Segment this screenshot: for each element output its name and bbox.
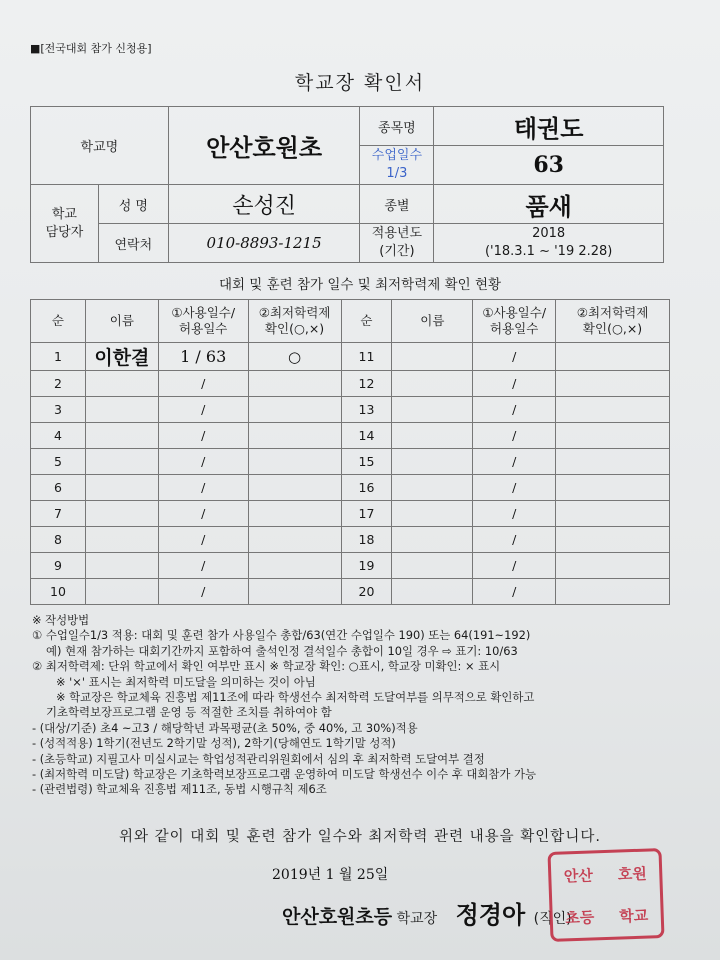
- days-used: /: [473, 475, 556, 501]
- roster-table: [30, 299, 670, 605]
- days-used: /: [473, 579, 556, 605]
- header-num: 순: [341, 300, 392, 343]
- min-achievement-mark: [248, 579, 341, 605]
- bullet-grades: - (성적적용) 1학기(전년도 2학기말 성적), 2학기(당해연도 1학기말 성적): [32, 736, 396, 751]
- header-name: 이름: [85, 300, 158, 343]
- manager-label-line-1: 학교: [51, 206, 77, 222]
- days-used: /: [158, 423, 248, 449]
- table-row: [31, 553, 670, 579]
- student-name: [392, 475, 473, 501]
- category-value: 품새: [434, 185, 664, 224]
- table-row: [31, 579, 670, 605]
- school-value: 안산호원초: [168, 107, 360, 185]
- school-stamp-name: 안산호원초등: [282, 906, 393, 928]
- days-used: /: [158, 449, 248, 475]
- min-achievement-mark: [556, 527, 670, 553]
- min-achievement-mark: [248, 371, 341, 397]
- header-min-line-2: 확인(○,×): [264, 321, 325, 336]
- header-num: 순: [31, 300, 86, 343]
- min-achievement-mark: [248, 449, 341, 475]
- note-1a: ① 수업일수1/3 적용: 대회 및 훈련 참가 사용일수 총합/63(연간 수업일수 190) 또는 64(191~192): [32, 628, 531, 643]
- days-used: /: [473, 397, 556, 423]
- period-value: [434, 224, 664, 263]
- row-number: 3: [31, 397, 86, 423]
- table-row: [31, 501, 670, 527]
- confirmation-text: 위와 같이 대회 및 훈련 참가 일수와 최저학력 관련 내용을 확인합니다.: [119, 829, 601, 845]
- student-name: [392, 527, 473, 553]
- period-range: ('18.3.1 ~ '19 2.28): [484, 244, 613, 259]
- min-achievement-mark: [248, 553, 341, 579]
- bullet-unmet: - (최저학력 미도달) 학교장은 기초학력보장프로그램 운영하여 미도달 학생선수 이수 후 대회참가 가능: [32, 767, 536, 782]
- event-value: 태권도: [434, 107, 664, 146]
- seal-note: (직인): [533, 911, 572, 927]
- student-name: [392, 343, 473, 371]
- days-used: /: [473, 423, 556, 449]
- days-used: /: [473, 527, 556, 553]
- signing-date: 2019년 1 월 25일: [272, 867, 389, 883]
- table-subtitle: 대회 및 훈련 참가 일수 및 최저학력제 확인 현황: [218, 277, 502, 293]
- min-achievement-mark: [556, 343, 670, 371]
- days-label-line-2: 1/3: [386, 166, 408, 181]
- row-number: 13: [341, 397, 392, 423]
- days-label: [360, 146, 434, 185]
- manager-label-line-2: 담당자: [45, 224, 84, 240]
- row-number: 14: [341, 423, 392, 449]
- days-label-line-1: 수업일수: [371, 148, 422, 163]
- student-name: [392, 449, 473, 475]
- seal-char: 안산: [563, 865, 594, 885]
- min-achievement-mark: ○: [248, 343, 341, 371]
- official-seal-stamp: [547, 848, 664, 942]
- seal-char: 학교: [618, 906, 649, 926]
- row-number: 1: [31, 343, 86, 371]
- info-table: [30, 106, 664, 263]
- row-number: 15: [341, 449, 392, 475]
- form-label: ■[전국대회 참가 신청용]: [30, 42, 152, 55]
- student-name: [392, 553, 473, 579]
- days-used: /: [473, 553, 556, 579]
- note-1b: 예) 현재 참가하는 대회기간까지 포함하여 출석인정 결석일수 총합이 10일 경우 ⇨ 표기: 10/63: [46, 643, 518, 658]
- header-min-line-1: ②최저학력제: [576, 305, 649, 320]
- table-row: [31, 397, 670, 423]
- header-min-line-2: 확인(○,×): [582, 321, 643, 336]
- days-used: 1 / 63: [158, 343, 248, 371]
- table-row: [31, 475, 670, 501]
- header-days-line-2: 허용일수: [490, 321, 539, 336]
- table-row: [31, 449, 670, 475]
- days-used: /: [158, 397, 248, 423]
- days-used: /: [158, 475, 248, 501]
- days-value: 63: [434, 146, 664, 185]
- row-number: 20: [341, 579, 392, 605]
- min-achievement-mark: [248, 527, 341, 553]
- student-name: [85, 423, 158, 449]
- row-number: 16: [341, 475, 392, 501]
- note-2c: ※ 학교장은 학교체육 진흥법 제11조에 따라 학생선수 최저학력 도달여부를 의무적으로 확인하고: [56, 690, 535, 705]
- name-label: 성 명: [98, 185, 168, 224]
- writing-instructions: [32, 613, 692, 798]
- days-used: /: [158, 371, 248, 397]
- student-name: [85, 449, 158, 475]
- page-title: 학교장 확인서: [294, 72, 426, 94]
- row-number: 7: [31, 501, 86, 527]
- header-min: [556, 300, 670, 343]
- student-name: [392, 501, 473, 527]
- days-used: /: [473, 343, 556, 371]
- min-achievement-mark: [556, 501, 670, 527]
- header-min-line-1: ②최저학력제: [258, 305, 331, 320]
- days-used: /: [158, 501, 248, 527]
- row-number: 10: [31, 579, 86, 605]
- seal-char: 초등: [564, 907, 595, 927]
- row-number: 5: [31, 449, 86, 475]
- min-achievement-mark: [556, 423, 670, 449]
- note-2a: ② 최저학력제: 단위 학교에서 확인 여부만 표시 ※ 학교장 확인: ○표시, 학교장 미확인: × 표시: [32, 659, 501, 674]
- min-achievement-mark: [248, 397, 341, 423]
- student-name: [85, 371, 158, 397]
- header-days-line-2: 허용일수: [179, 321, 228, 336]
- table-row: [31, 343, 670, 371]
- student-name: [392, 579, 473, 605]
- seal-char: 호원: [617, 864, 648, 884]
- manager-label: [31, 185, 99, 263]
- period-label-line-1: 적용년도: [371, 226, 422, 241]
- min-achievement-mark: [248, 423, 341, 449]
- header-days-line-1: ①사용일수/: [171, 305, 236, 320]
- days-used: /: [473, 501, 556, 527]
- table-row: [31, 423, 670, 449]
- days-used: /: [158, 553, 248, 579]
- principal-signature: 정경아: [455, 900, 526, 929]
- table-row: [31, 527, 670, 553]
- min-achievement-mark: [248, 501, 341, 527]
- student-name: [85, 527, 158, 553]
- student-name: [85, 501, 158, 527]
- contact-label: 연락처: [98, 224, 168, 263]
- category-label: 종별: [360, 185, 434, 224]
- student-name: [85, 579, 158, 605]
- header-min: [248, 300, 341, 343]
- row-number: 6: [31, 475, 86, 501]
- table-row: [31, 371, 670, 397]
- student-name: [392, 397, 473, 423]
- header-days-line-1: ①사용일수/: [482, 305, 547, 320]
- school-label: 학교명: [31, 107, 169, 185]
- min-achievement-mark: [556, 449, 670, 475]
- row-number: 17: [341, 501, 392, 527]
- header-days: [158, 300, 248, 343]
- period-label: [360, 224, 434, 263]
- days-used: /: [158, 527, 248, 553]
- days-used: /: [473, 449, 556, 475]
- min-achievement-mark: [556, 579, 670, 605]
- principal-label: 학교장: [396, 911, 438, 927]
- row-number: 4: [31, 423, 86, 449]
- header-name: 이름: [392, 300, 473, 343]
- row-number: 11: [341, 343, 392, 371]
- bullet-target: - (대상/기준) 초4 ~고3 / 해당학년 과목평균(초 50%, 중 40%, 고 30%)적용: [32, 720, 418, 735]
- min-achievement-mark: [248, 475, 341, 501]
- row-number: 18: [341, 527, 392, 553]
- notes-heading: ※ 작성방법: [32, 613, 90, 627]
- row-number: 9: [31, 553, 86, 579]
- student-name: [85, 553, 158, 579]
- period-label-line-2: (기간): [379, 244, 415, 259]
- row-number: 12: [341, 371, 392, 397]
- student-name: [85, 475, 158, 501]
- min-achievement-mark: [556, 553, 670, 579]
- bullet-elementary: - (초등학교) 지필고사 미실시교는 학업성적관리위원회에서 심의 후 최저학력 도달여부 결정: [32, 751, 485, 766]
- days-used: /: [158, 579, 248, 605]
- row-number: 19: [341, 553, 392, 579]
- note-2b: ※ '×' 표시는 최저학력 미도달을 의미하는 것이 아님: [56, 674, 316, 689]
- student-name: [392, 371, 473, 397]
- min-achievement-mark: [556, 397, 670, 423]
- note-2d: 기초학력보장프로그램 운영 등 적절한 조치를 취하여야 함: [46, 705, 332, 720]
- header-days: [473, 300, 556, 343]
- period-year: 2018: [532, 226, 566, 241]
- min-achievement-mark: [556, 475, 670, 501]
- roster-header-row: [31, 300, 670, 343]
- student-name: 이한결: [85, 343, 158, 371]
- bullet-law: - (관련법령) 학교체육 진흥법 제11조, 동법 시행규칙 제6조: [32, 782, 327, 797]
- contact-value: 010-8893-1215: [168, 224, 360, 263]
- student-name: [392, 423, 473, 449]
- row-number: 8: [31, 527, 86, 553]
- student-name: [85, 397, 158, 423]
- signature-line: [282, 895, 572, 930]
- row-number: 2: [31, 371, 86, 397]
- min-achievement-mark: [556, 371, 670, 397]
- event-label: 종목명: [360, 107, 434, 146]
- days-used: /: [473, 371, 556, 397]
- name-value: 손성진: [168, 185, 360, 224]
